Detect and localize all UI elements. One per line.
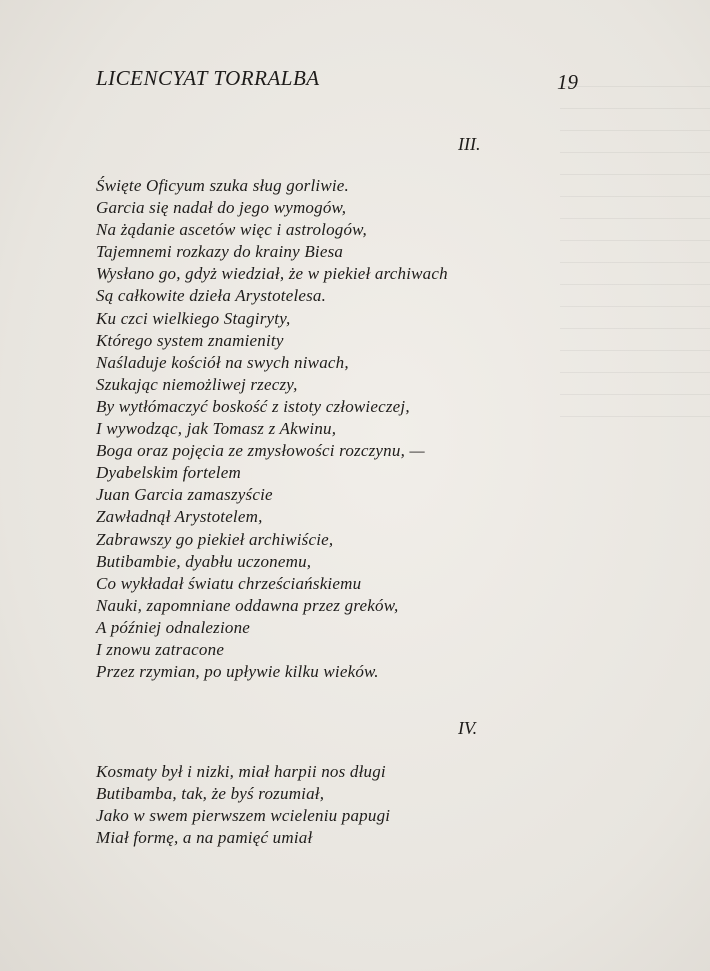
running-title: LICENCYAT TORRALBA [96, 66, 320, 90]
verse-line: Butibamba, tak, że byś rozumiał, [96, 784, 325, 804]
verse-line: Są całkowite dzieła Arystotelesa. [96, 286, 327, 306]
verse-line: Ku czci wielkiego Stagiryty, [96, 308, 291, 328]
verse-line: Miał formę, a na pamięć umiał [96, 828, 313, 848]
verse-line: Boga oraz pojęcia ze zmysłowości rozczynu, — [96, 441, 425, 461]
show-through-text [560, 86, 710, 426]
verse-line: Święte Oficyum szuka sług gorliwie. [96, 176, 350, 195]
verse-line: I wywodząc, jak Tomasz z Akwinu, [96, 419, 337, 439]
verse-line: Kosmaty był i nizki, miał harpii nos długi [96, 762, 386, 781]
verse-line: Co wykładał światu chrześciańskiemu [96, 573, 362, 593]
verse-line: Przez rzymian, po upływie kilku wieków. [96, 662, 379, 682]
verse-line: By wytłómaczyć boskość z istoty człowieczej, [96, 396, 410, 416]
page-number: 19 [557, 70, 578, 94]
section-heading-iv: IV. [458, 718, 478, 738]
poem-section-iii [96, 175, 448, 683]
verse-line: Zawładnął Arystotelem, [96, 507, 263, 527]
verse-line: Garcia się nadał do jego wymogów, [96, 198, 347, 218]
verse-line: Tajemnemi rozkazy do krainy Biesa [96, 242, 344, 262]
verse-line: Naśladuje kościół na swych niwach, [96, 352, 349, 372]
verse-line: Szukając niemożliwej rzeczy, [96, 374, 298, 394]
poem-section-iv [96, 761, 390, 849]
verse-line: Na żądanie ascetów więc i astrologów, [96, 220, 367, 240]
verse-line: Zabrawszy go piekieł archiwiście, [96, 529, 334, 549]
verse-line: Którego system znamienity [96, 330, 284, 350]
verse-line: I znowu zatracone [96, 639, 225, 659]
verse-line: A później odnalezione [96, 617, 251, 637]
section-heading-iii: III. [458, 134, 481, 154]
verse-line: Dyabelskim fortelem [96, 463, 241, 483]
verse-line: Jako w swem pierwszem wcieleniu papugi [96, 806, 391, 826]
verse-line: Butibambie, dyabłu uczonemu, [96, 551, 312, 571]
verse-line: Juan Garcia zamaszyście [96, 485, 273, 505]
verse-line: Wysłano go, gdyż wiedział, że w piekieł archiwach [96, 264, 448, 284]
verse-line: Nauki, zapomniane oddawna przez greków, [96, 595, 399, 615]
